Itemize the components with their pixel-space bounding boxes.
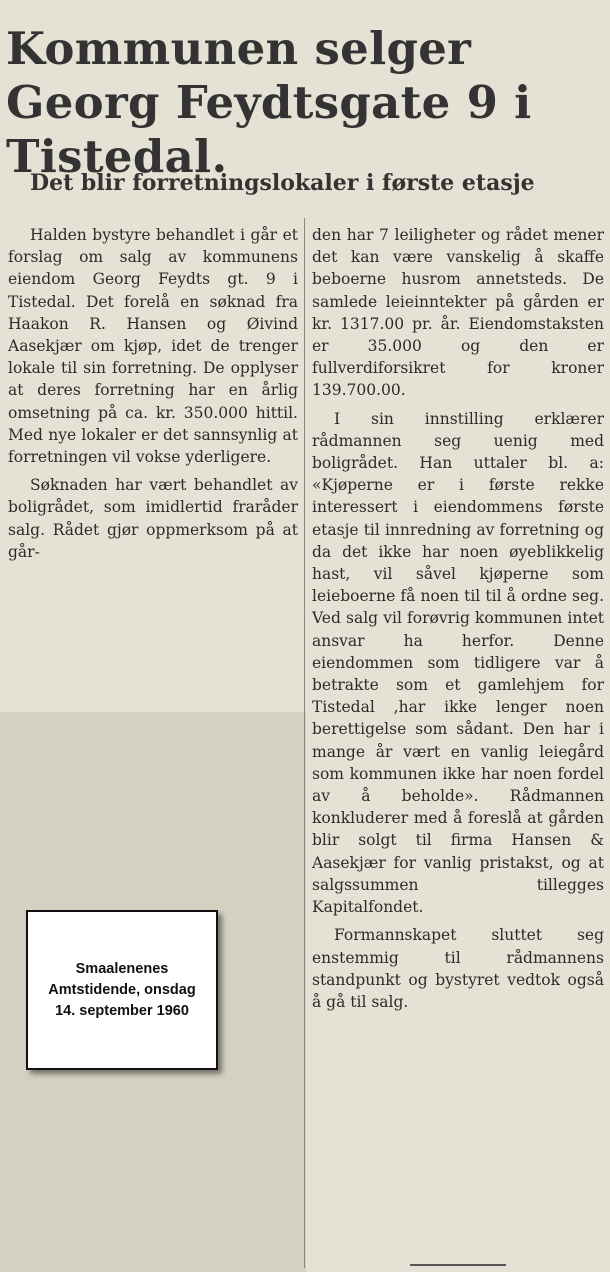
article-column-right [312, 224, 604, 1019]
article-subheadline: Det blir forretningslokaler i første etasje [30, 170, 535, 196]
article-end-rule [410, 1264, 506, 1266]
caption-line-newspaper: Smaalenenes [75, 960, 169, 977]
left-paragraph-2: Søknaden har vært behandlet av boligrådet, som imidlertid fraråder salg. Rådet gjør oppmerksom på at går- [8, 476, 298, 561]
right-paragraph-1: den har 7 leiligheter og rådet mener det kan være vanskelig å skaffe beboerne husrom annetsteds. De samlede leieinntekter på gården er kr. 1317.00 pr. år. Eiendomstaksten er 35.000 og den er fullverdiforsikret for kroner 139.700.00. [312, 226, 604, 400]
source-caption-box [26, 910, 218, 1070]
caption-line-date: 14. september 1960 [55, 1002, 189, 1019]
column-divider [304, 218, 305, 1268]
right-paragraph-3: Formannskapet sluttet seg enstemmig til rådmannens standpunkt og bystyret vedtok også å gå til salg. [312, 926, 604, 1011]
caption-line-weekday: Amtstidende, onsdag [48, 981, 196, 998]
article-column-left [8, 224, 298, 569]
left-paragraph-1: Halden bystyre behandlet i går et forslag om salg av kommunens eiendom Georg Feydts gt. 9 i Tistedal. Det forelå en søknad fra Haakon R. Hansen og Øivind Aasekjær om kjøp, idet de trenger lokale til sin forretning. De opplyser at deres forretning har en årlig omsetning på ca. kr. 350.000 hittil. Med nye lokaler er det sannsynlig at forretningen vil vokse yderligere. [8, 226, 298, 467]
source-caption [48, 959, 195, 1022]
right-paragraph-2: I sin innstilling erklærer rådmannen seg uenig med boligrådet. Han uttaler bl. a: «Kjøperne er i første rekke interessert i eiendommens første etasje til innredning av forretning og da det ikke har noen øyeblikkelig hast, vil såvel kjøperne som leieboerne få noen til til å ordne seg. Ved salg vil forøvrig kommunen intet ansvar ha herfor. Denne eiendommen som tidligere var å betrakte som et gamlehjem for Tistedal ,har ikke lenger noen berettigelse som sådant. Den har i mange år vært en vanlig leiegård som kommunen ikke har noen fordel av å beholde». Rådmannen konkluderer med å foreslå at gården blir solgt til firma Hansen & Aasekjær for vanlig pristakst, og at salgssummen tillegges Kapitalfondet. [312, 409, 604, 917]
article-headline: Kommunen selger Georg Feydtsgate 9 i Tistedal. [6, 22, 532, 183]
